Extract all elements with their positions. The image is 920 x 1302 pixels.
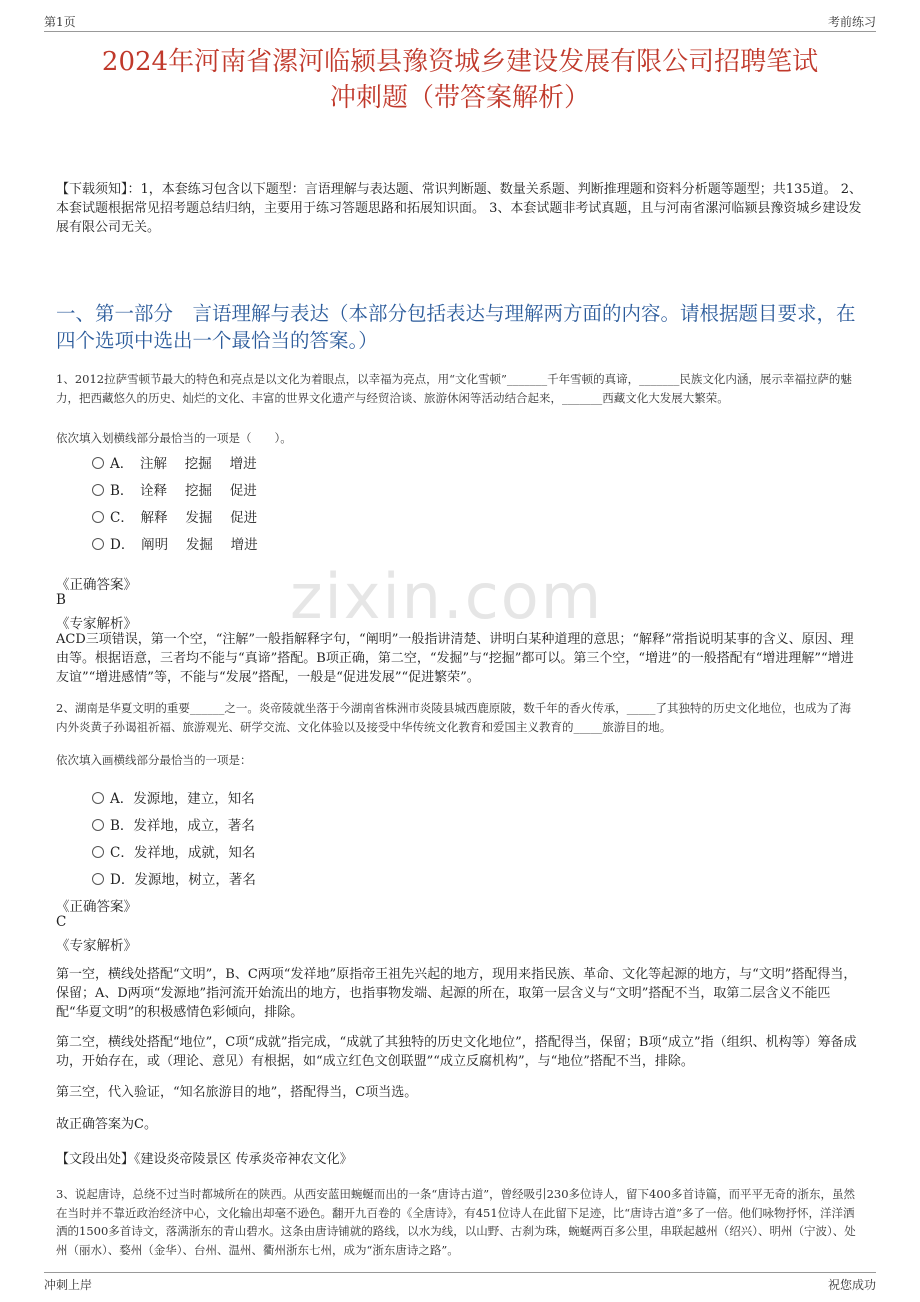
title-line-2: 冲刺题（带答案解析） [329,83,590,113]
question-1-prompt: 依次填入划横线部分最恰当的一项是（ ）。 [56,431,292,445]
radio-icon[interactable] [92,484,104,496]
watermark: zixin.com [290,560,604,633]
footer-left: 冲刺上岸 [44,1278,93,1292]
q2-option-a[interactable]: A．发源地，建立，知名 [92,787,255,807]
q1-option-b[interactable]: B． 诠释 挖掘 促进 [92,479,257,499]
q1-option-d[interactable]: D． 阐明 发掘 增进 [92,533,258,553]
q2-analysis-paragraph: 第二空，横线处搭配“地位”，C项“成就”指完成，“成就了其独特的历史文化地位”，搭配得当，保留；B项“成立”指（组织、机构等）筹备成功，开始存在，或（理论、意见）有根据，如“成立红色文创联盟”“成立反腐机构”，与“地位”搭配不当，排除。 [56,1035,857,1069]
footer-right: 祝您成功 [827,1278,876,1292]
q2-answer: C [56,914,67,930]
q2-analysis-paragraph: 第一空，横线处搭配“文明”，B、C两项“发祥地”原指帝王祖先兴起的地方，现用来指民族、革命、文化等起源的地方，与“文明”搭配得当，保留；A、D两项“发源地”指河流开始流出的地方，也指事物发端、起源的所在，取第一层含义与“文明”搭配不当，取第二层含义不能匹配“华夏文明”的积极感情色彩倾向，排除。 [56,967,857,1020]
question-1-stem: 1、2012拉萨雪顿节最大的特色和亮点是以文化为着眼点，以幸福为亮点，用“文化雪顿”_______千年雪顿的真谛，_______民族文化内涵，展示幸福拉萨的魅力，把西藏悠久的历史、灿烂的文化、丰富的世界文化遗产与经贸洽谈、旅游休闲等活动结合起来，_______西藏文化大发展大繁荣。 [56,372,852,405]
radio-icon[interactable] [92,538,104,550]
q1-analysis-label: 《专家解析》 [56,616,137,632]
q2-analysis-label: 《专家解析》 [56,938,137,954]
download-notice: 【下载须知】：1，本套练习包含以下题型：言语理解与表达题、常识判断题、数量关系题、判断推理题和资料分析题等题型；共135道。 2、本套试题根据常见招考题总结归纳，主要用于练习答题思路和拓展知识面。 3、本套试题非考试真题，且与河南省漯河临颍县豫资城乡建设发展有限公司无关。 [56,182,862,235]
document-title [40,44,880,116]
question-2-prompt: 依次填入画横线部分最恰当的一项是： [56,753,252,767]
page-number: 第1页 [44,15,76,29]
radio-icon[interactable] [92,457,104,469]
q2-analysis-paragraph: 第三空，代入验证，“知名旅游目的地”，搭配得当，C项当选。 [56,1085,418,1100]
radio-icon[interactable] [92,511,104,523]
q2-analysis-paragraph: 故正确答案为C。 [56,1117,157,1132]
q1-analysis: ACD三项错误，第一个空，“注解”一般指解释字句，“阐明”一般指讲清楚、讲明白某种道理的意思；“解释”常指说明某事的含义、原因、理由等。根据语意，三者均不能与“真谛”搭配。B项正确，第二空，“发掘”与“挖掘”都可以。第三个空，“增进”的一般搭配有“增进理解”“增进友谊”“增进感情”等，不能与“发展”搭配，一般是“促进发展”“促进繁荣”。 [56,632,854,685]
radio-icon[interactable] [92,846,104,858]
q1-option-a[interactable]: A． 注解 挖掘 增进 [92,452,257,472]
radio-icon[interactable] [92,792,104,804]
q2-source: 【文段出处】《建设炎帝陵景区 传承炎帝神农文化》 [56,1152,353,1167]
q1-answer: B [56,592,66,608]
q1-answer-label: 《正确答案》 [56,577,137,593]
radio-icon[interactable] [92,819,104,831]
title-line-1: 2024年河南省漯河临颍县豫资城乡建设发展有限公司招聘笔试 [101,47,819,77]
question-3-stem: 3、说起唐诗，总绕不过当时都城所在的陕西。从西安蓝田蜿蜒而出的一条“唐诗古道”，曾经吸引230多位诗人，留下400多首诗篇，而平平无奇的浙东，虽然在当时并不靠近政治经济中心，文化输出却毫不逊色。翻开九百卷的《全唐诗》，有451位诗人在此留下足迹，比“唐诗古道”多了一倍。他们咏物抒怀，洋洋洒洒的1500多首诗文，落满浙东的青山碧水。这条由唐诗铺就的路线，以水为线，以山野、古刹为珠，蜿蜒两百多公里，串联起越州（绍兴）、明州（宁波）、处州（丽水）、婺州（金华）、台州、温州、衢州浙东七州，成为“浙东唐诗之路”。 [56,1187,856,1257]
radio-icon[interactable] [92,873,104,885]
page-footer [44,1272,876,1294]
section-heading: 一、第一部分 言语理解与表达（本部分包括表达与理解两方面的内容。请根据题目要求，在四个选项中选出一个最恰当的答案。） [56,302,856,352]
header-label: 考前练习 [827,15,876,29]
q2-answer-label: 《正确答案》 [56,899,137,915]
q2-option-c[interactable]: C．发祥地，成就，知名 [92,841,255,861]
page-header [44,13,876,32]
q1-option-c[interactable]: C． 解释 发掘 促进 [92,506,257,526]
q2-option-b[interactable]: B．发祥地，成立，著名 [92,814,255,834]
question-2-stem: 2、湖南是华夏文明的重要______之一。炎帝陵就坐落于今湖南省株洲市炎陵县城西鹿原陂，数千年的香火传承，_____了其独特的历史文化地位，也成为了海内外炎黄子孙谒祖祈福、旅游观光、研学交流、文化体验以及接受中华传统文化教育和爱国主义教育的_____旅游目的地。 [56,701,852,734]
q2-option-d[interactable]: D．发源地，树立，著名 [92,868,256,888]
